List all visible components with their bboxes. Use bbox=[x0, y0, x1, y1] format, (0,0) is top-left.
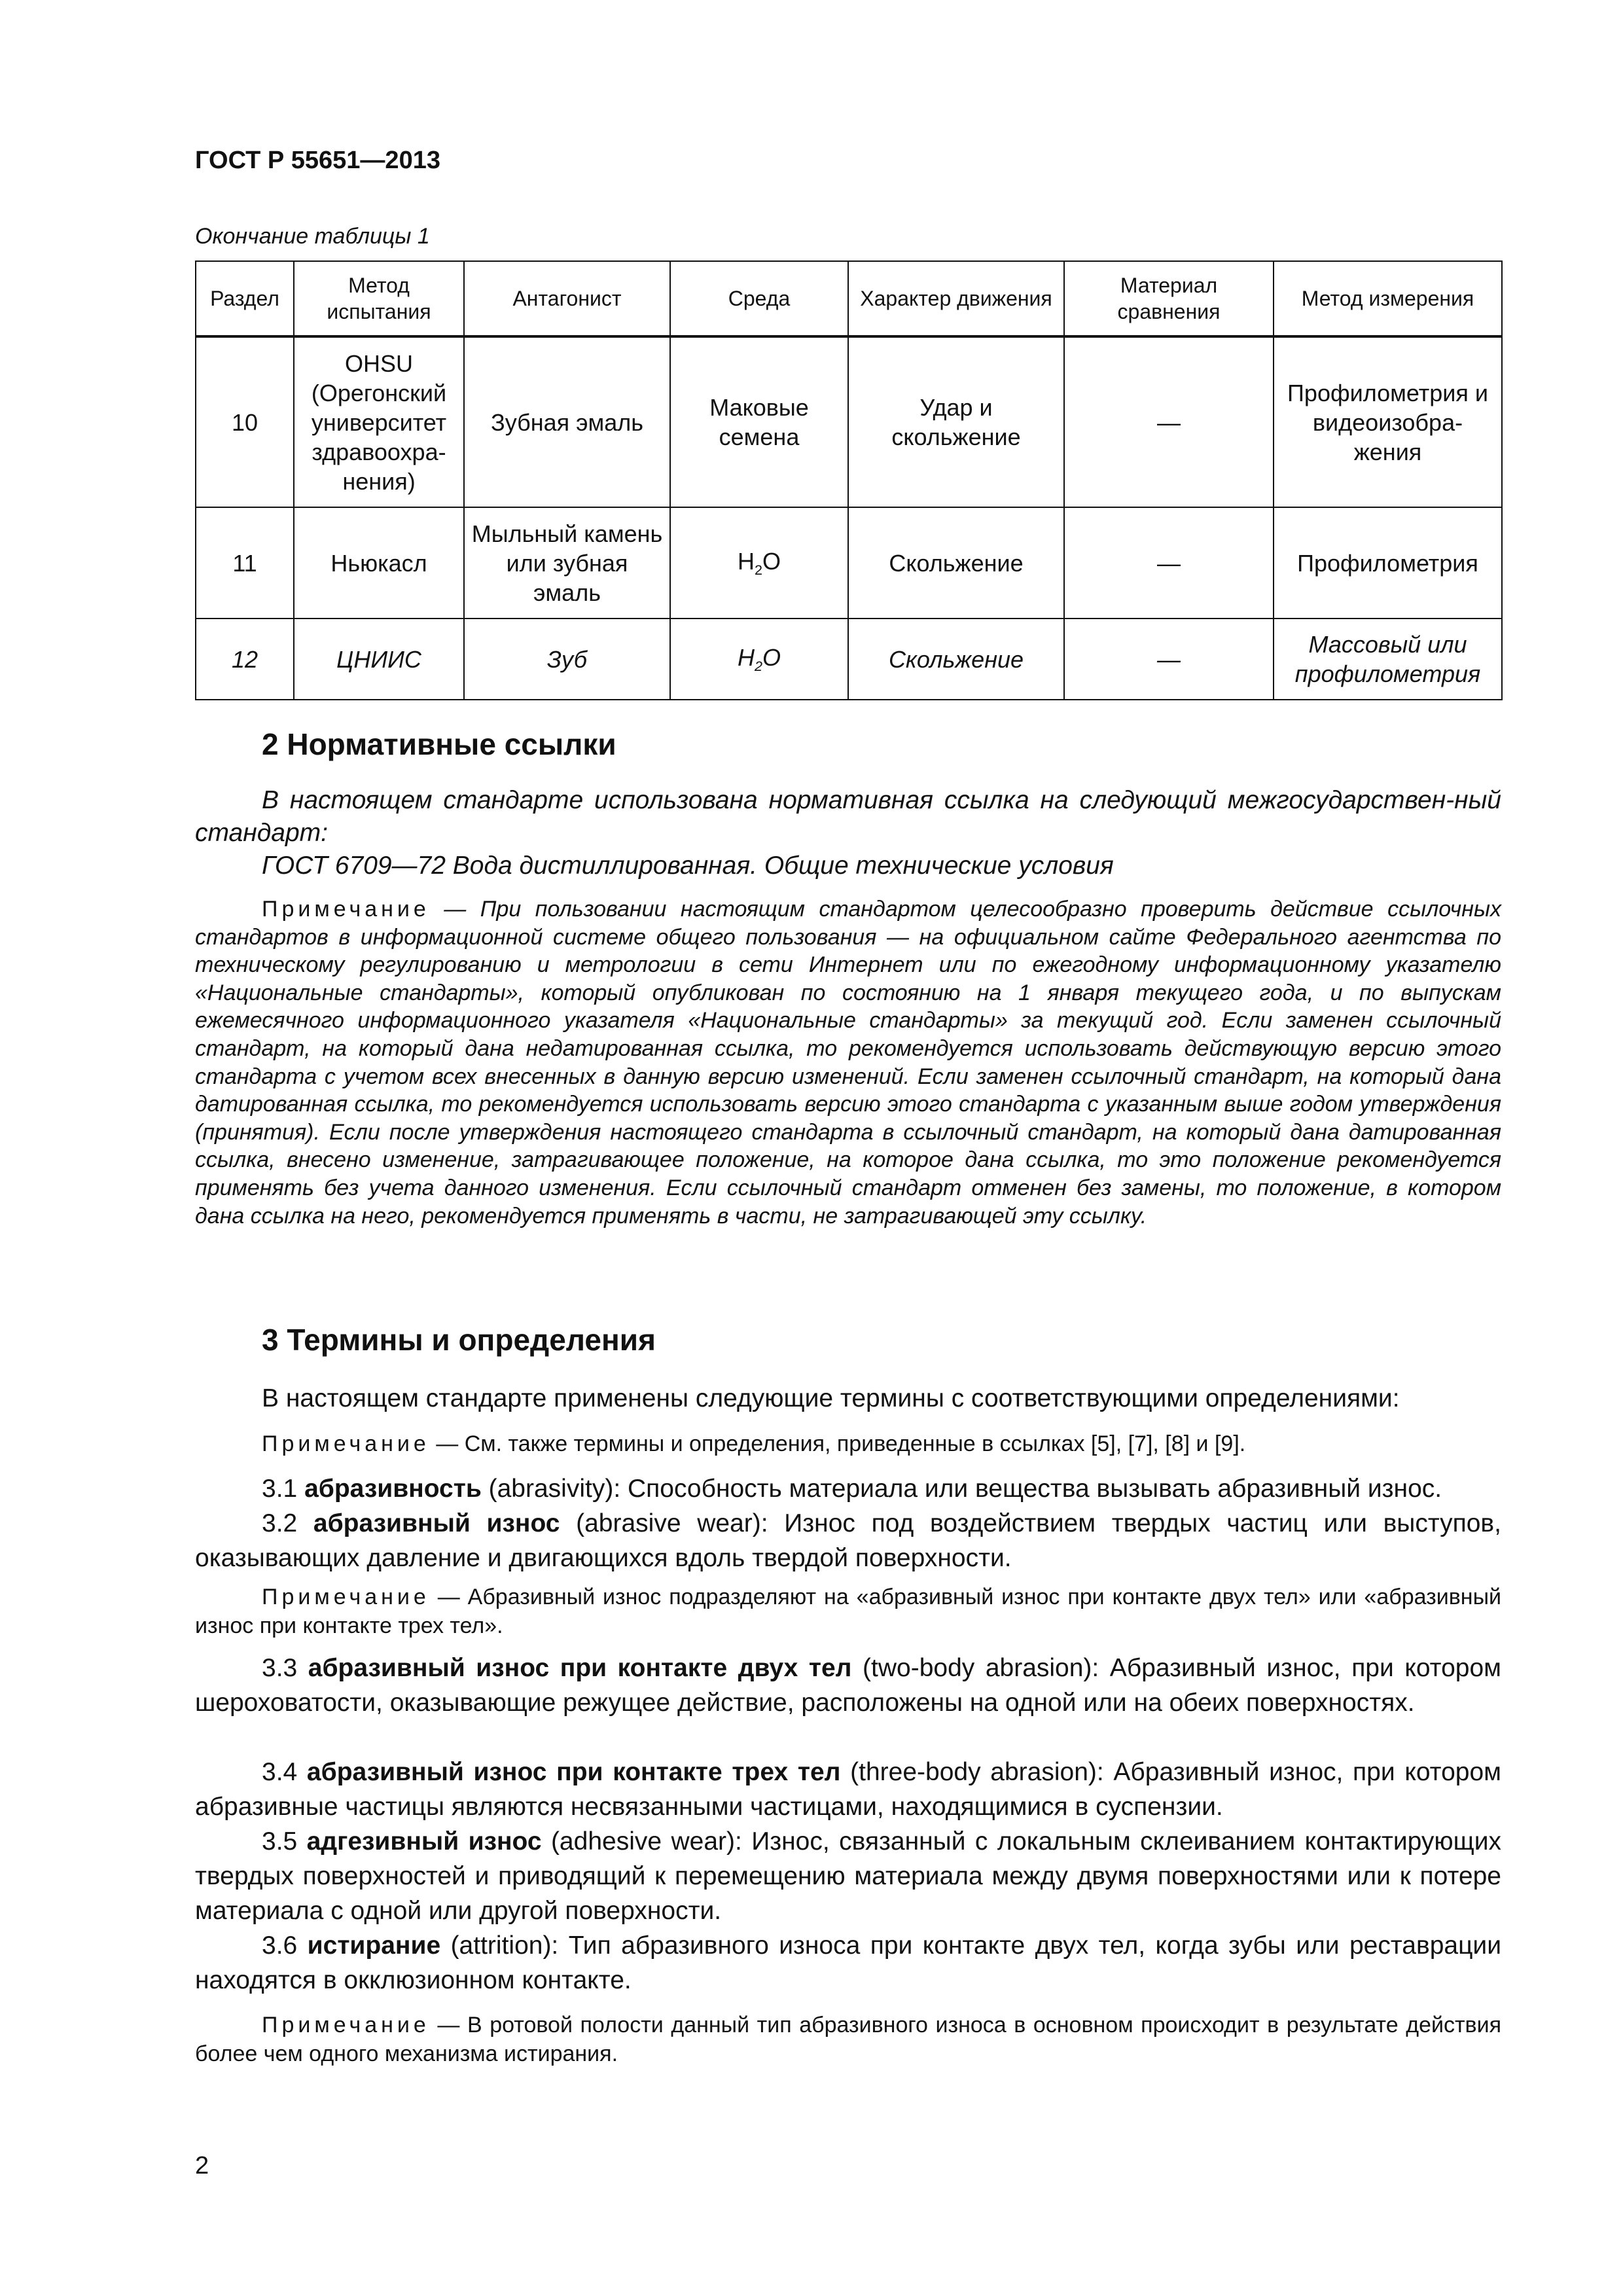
formula-o: O bbox=[762, 547, 781, 575]
cell-antagonist: Зуб bbox=[464, 619, 670, 700]
term-3-5 bbox=[195, 1824, 1501, 1928]
cell-material: — bbox=[1064, 336, 1274, 507]
term-number: 3.1 bbox=[262, 1475, 305, 1503]
section-2-intro: В настоящем стандарте использована нормативная ссылка на следующий межгосударствен-ный стандарт: bbox=[195, 786, 1501, 847]
methods-table bbox=[195, 260, 1503, 700]
term-name: абразивный износ при контакте двух тел bbox=[308, 1654, 852, 1682]
term-definition: (abrasivity): Способность материала или вещества вызывать абразивный износ. bbox=[481, 1475, 1442, 1503]
term-number: 3.2 bbox=[262, 1509, 313, 1537]
term-definition: (two-body abrasion): Абразивный износ, при котором шероховатости, оказывающие режущее действие, расположены на одной или на обеих поверхностях. bbox=[195, 1654, 1501, 1717]
cell-method: OHSU (Орегонский университет здравоохра-нения) bbox=[294, 336, 464, 507]
cell-motion: Скольжение bbox=[848, 507, 1064, 619]
formula-h: H bbox=[737, 547, 755, 575]
cell-motion: Скольжение bbox=[848, 619, 1064, 700]
section-3-intro: В настоящем стандарте применены следующие термины с соответствующими определениями: bbox=[262, 1384, 1400, 1412]
term-definition: (adhesive wear): Износ, связанный с локальным склеиванием контактирующих твердых поверхностей и приводящий к перемещению материала между двумя поверхностями или к потере материала с одной или другой поверхности. bbox=[195, 1827, 1501, 1925]
cell-material: — bbox=[1064, 507, 1274, 619]
term-definition: (three-body abrasion): Абразивный износ, при котором абразивные частицы являются несвязанными частицами, находящимися в суспензии. bbox=[195, 1758, 1501, 1821]
note-label: Примечание bbox=[262, 2013, 430, 2037]
page-number: 2 bbox=[195, 2152, 209, 2179]
cell-section: 11 bbox=[196, 507, 294, 619]
note-text: — Абразивный износ подразделяют на «абразивный износ при контакте двух тел» или «абразивный износ при контакте трех тел». bbox=[195, 1585, 1501, 1638]
cell-method: Ньюкасл bbox=[294, 507, 464, 619]
cell-measure: Массовый или профилометрия bbox=[1274, 619, 1502, 700]
cell-medium bbox=[670, 619, 848, 700]
term-3-6 bbox=[195, 1928, 1501, 1998]
term-number: 3.3 bbox=[262, 1654, 308, 1682]
col-header-motion: Характер движения bbox=[848, 261, 1064, 336]
term-number: 3.5 bbox=[262, 1827, 307, 1856]
term-number: 3.6 bbox=[262, 1931, 308, 1960]
term-3-3 bbox=[195, 1651, 1501, 1720]
cell-antagonist: Мыльный камень или зубная эмаль bbox=[464, 507, 670, 619]
term-name: абразивный износ bbox=[313, 1509, 560, 1537]
note-text: — В ротовой полости данный тип абразивного износа в основном происходит в результате действия более чем одного механизма истирания. bbox=[195, 2013, 1501, 2066]
note-label: Примечание bbox=[262, 897, 430, 922]
term-name: абразивность bbox=[304, 1475, 482, 1503]
table-row bbox=[196, 336, 1502, 507]
col-header-section: Раздел bbox=[196, 261, 294, 336]
term-name: абразивный износ при контакте трех тел bbox=[306, 1758, 841, 1786]
col-header-test-method: Метод испытания bbox=[294, 261, 464, 336]
table-caption: Окончание таблицы 1 bbox=[195, 224, 430, 249]
term-definition: (attrition): Тип абразивного износа при контакте двух тел, когда зубы или реставрации находятся в окклюзионном контакте. bbox=[195, 1931, 1501, 1994]
cell-material: — bbox=[1064, 619, 1274, 700]
cell-method: ЦНИИС bbox=[294, 619, 464, 700]
col-header-medium: Среда bbox=[670, 261, 848, 336]
term-name: истирание bbox=[307, 1931, 441, 1960]
col-header-antagonist: Антагонист bbox=[464, 261, 670, 336]
cell-medium: Маковые семена bbox=[670, 336, 848, 507]
cell-medium bbox=[670, 507, 848, 619]
formula-subscript: 2 bbox=[754, 658, 762, 675]
cell-measure: Профилометрия и видеоизобра-жения bbox=[1274, 336, 1502, 507]
cell-motion: Удар и скольжение bbox=[848, 336, 1064, 507]
note-text: — См. также термины и определения, приведенные в ссылках [5], [7], [8] и [9]. bbox=[429, 1431, 1246, 1456]
cell-measure: Профилометрия bbox=[1274, 507, 1502, 619]
cell-antagonist: Зубная эмаль bbox=[464, 336, 670, 507]
cell-section: 10 bbox=[196, 336, 294, 507]
section-2-heading: 2 Нормативные ссылки bbox=[262, 727, 616, 761]
term-number: 3.4 bbox=[262, 1758, 307, 1786]
col-header-reference-material: Материал сравнения bbox=[1064, 261, 1274, 336]
term-3-4 bbox=[195, 1755, 1501, 1824]
section-3-note-1 bbox=[195, 1429, 1501, 1458]
term-3-2 bbox=[195, 1506, 1501, 1575]
formula-h: H bbox=[737, 643, 755, 671]
section-3-note-2 bbox=[195, 1583, 1501, 1640]
section-2-note bbox=[195, 895, 1501, 1230]
term-name: адгезивный износ bbox=[306, 1827, 542, 1856]
section-3-note-3 bbox=[195, 2011, 1501, 2068]
normative-reference: ГОСТ 6709—72 Вода дистиллированная. Общие технические условия bbox=[262, 852, 1114, 880]
section-3-heading: 3 Термины и определения bbox=[262, 1323, 656, 1357]
formula-o: O bbox=[762, 643, 781, 671]
note-label: Примечание bbox=[262, 1585, 430, 1609]
cell-section: 12 bbox=[196, 619, 294, 700]
table-row bbox=[196, 619, 1502, 700]
table-row bbox=[196, 507, 1502, 619]
term-3-1 bbox=[195, 1471, 1501, 1506]
col-header-measurement-method: Метод измерения bbox=[1274, 261, 1502, 336]
formula-subscript: 2 bbox=[754, 562, 762, 579]
table-header-row bbox=[196, 261, 1502, 336]
note-text: — При пользовании настоящим стандартом целесообразно проверить действие ссылочных стандартов в информационной системе общего пользования — на официальном сайте Федерального агентства по техническому регулированию и метрологии в сети Интернет или по ежегодному информационному указателю «Национальные стандарты», который опубликован по состоянию на 1 января текущего года, и по выпускам ежемесячного информационного указателя «Национальные стандарты» за текущий год. Если заменен ссылочный стандарт, на который дана недатированная ссылка, то рекомендуется использовать действующую версию этого стандарта с учетом всех внесенных в данную версию изменений. Если заменен ссылочный стандарт, на который дана датированная ссылка, то рекомендуется использовать версию этого стандарта с указанным выше годом утверждения (принятия). Если после утверждения настоящего стандарта в ссылочный стандарт, на который дана датированная ссылка, внесено изменение, затрагивающее положение, на которое дана ссылка, то это положение рекомендуется применять без учета данного изменения. Если ссылочный стандарт отменен без замены, то положение, в котором дана ссылка на него, рекомендуется применять в части, не затрагивающей эту ссылку. bbox=[195, 897, 1501, 1229]
term-definition: (abrasive wear): Износ под воздействием твердых частиц или выступов, оказывающих давление и двигающихся вдоль твердой поверхности. bbox=[195, 1509, 1501, 1572]
note-label: Примечание bbox=[262, 1431, 430, 1456]
document-header: ГОСТ Р 55651—2013 bbox=[195, 147, 440, 174]
